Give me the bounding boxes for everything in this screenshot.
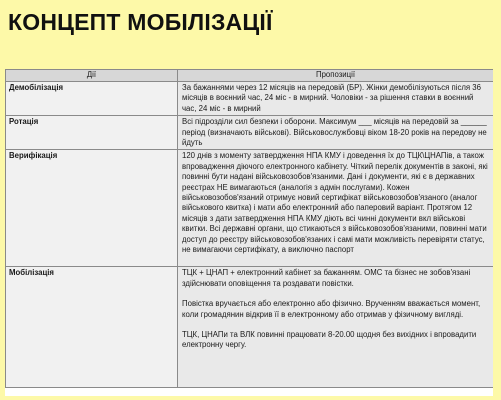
table-row-mobilization <box>6 267 494 388</box>
proposals-table <box>5 69 493 388</box>
page-title: КОНЦЕПТ МОБІЛІЗАЦІЇ <box>8 9 273 35</box>
header-proposals: Пропозиції <box>178 70 494 82</box>
row-label-demobilization: Демобілізація <box>6 82 178 116</box>
table-row-demobilization <box>6 82 494 116</box>
row-proposal-demobilization <box>178 82 494 116</box>
proposal-paragraph: ТЦК, ЦНАПи та ВЛК повинні працювати 8-20.00 щодня без вихідних і впровадити електронну чергу. <box>182 330 477 350</box>
proposal-paragraph: 120 днів з моменту затвердження НПА КМУ і доведення їх до ТЦК\ЦНАПів, а також впровадження діючого електронного кабінету. Чіткий перелік документів в законі, які повинні бути надані військовозобов'язаними. Дані і документи, які є в державних реєстрах НЕ вимагаються (аналогія з адмін послугами). Кожен військовозобов'язаний отримує новий сертифікат військовозобов'язаного (аналог військового квитка) і мати або електронний або паперовий варіант. Протягом 12 місяців з дати затвердження НПА КМУ діють всі чинні документи вкл військові квитки. Всі державні органи, що стикаються з військовозобов'язаними, повинні мати доступ до реєстру військовозобов'язаних і самі мати можливість перевіряти статус, не вимагаючи сертифікату, а виключно паспорт <box>182 151 488 255</box>
row-proposal-rotation <box>178 116 494 150</box>
row-proposal-mobilization <box>178 267 494 388</box>
proposal-paragraph: Всі підрозділи сил безпеки і оборони. Максимум ___ місяців на передовій за ______ період (визначають військові). Військовослужбовці віком 18-20 років на передову не йдуть <box>182 117 487 148</box>
row-label-mobilization: Мобілізація <box>6 267 178 388</box>
proposals-table-card <box>5 69 493 396</box>
table-header-row <box>6 70 494 82</box>
proposal-paragraph: За бажаннями через 12 місяців на передовій (БР). Жінки демобілізуються після 36 місяців в воєнний час, 24 міс - в мирний. Чоловіки - за рішення ставки в воєнний час, 24 міс - в мирний <box>182 83 481 113</box>
header-actions: Дії <box>6 70 178 82</box>
row-label-verification: Верифікація <box>6 150 178 267</box>
row-proposal-verification <box>178 150 494 267</box>
proposal-paragraph: Повістка вручається або електронно або фізично. Врученням вважається момент, коли громадянин відкрив її в електронному або отримав у фізичному вигляді. <box>182 299 481 319</box>
row-label-rotation: Ротація <box>6 116 178 150</box>
table-row-rotation <box>6 116 494 150</box>
proposal-paragraph: ТЦК + ЦНАП + електронний кабінет за бажанням. ОМС та бізнес не зобов'язані здійснювати оповіщення та роздавати повістки. <box>182 268 471 288</box>
table-row-verification <box>6 150 494 267</box>
